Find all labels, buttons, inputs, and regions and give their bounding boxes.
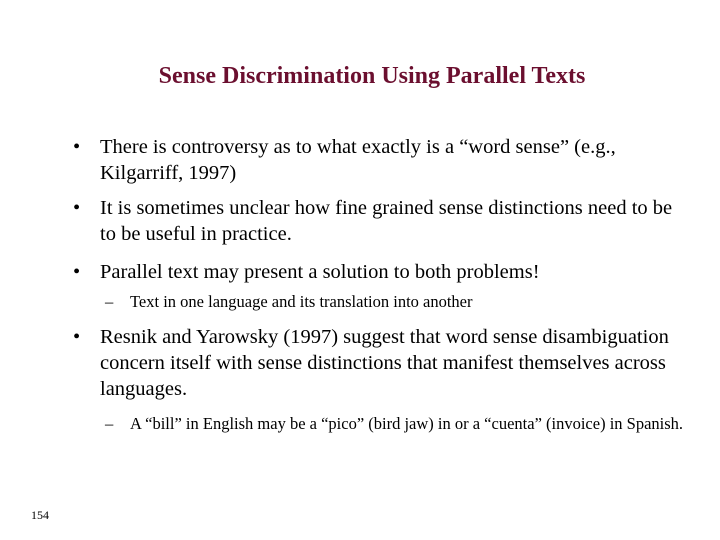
bullet-marker: •: [73, 197, 81, 219]
bullet-marker: •: [73, 136, 81, 158]
bullet-item: [73, 134, 690, 186]
bullet-item: [73, 259, 690, 285]
sub-bullet-marker: –: [105, 414, 114, 433]
sub-bullet-item: [105, 291, 690, 313]
sub-bullet-text: A “bill” in English may be a “pico” (bird jaw) in or a “cuenta” (invoice) in Spanish.: [130, 414, 684, 433]
bullet-item: [73, 195, 690, 247]
bullet-marker: •: [73, 326, 81, 348]
bullet-item: [73, 324, 690, 402]
sub-bullet-marker: –: [105, 292, 114, 311]
bullet-text: It is sometimes unclear how fine grained sense distinctions need to be to be useful in practice.: [100, 197, 673, 245]
bullet-text: Resnik and Yarowsky (1997) suggest that word sense disambiguation concern itself with sense distinctions that manifest themselves across languages.: [100, 326, 669, 400]
bullet-marker: •: [73, 261, 81, 283]
sub-bullet-text: Text in one language and its translation into another: [130, 292, 473, 311]
bullet-text: There is controversy as to what exactly is a “word sense” (e.g., Kilgarriff, 1997): [100, 136, 616, 184]
slide-title: Sense Discrimination Using Parallel Texts: [158, 63, 586, 89]
page-number: 154: [31, 508, 49, 522]
bullet-text: Parallel text may present a solution to both problems!: [100, 261, 540, 283]
sub-bullet-item: [105, 413, 690, 435]
